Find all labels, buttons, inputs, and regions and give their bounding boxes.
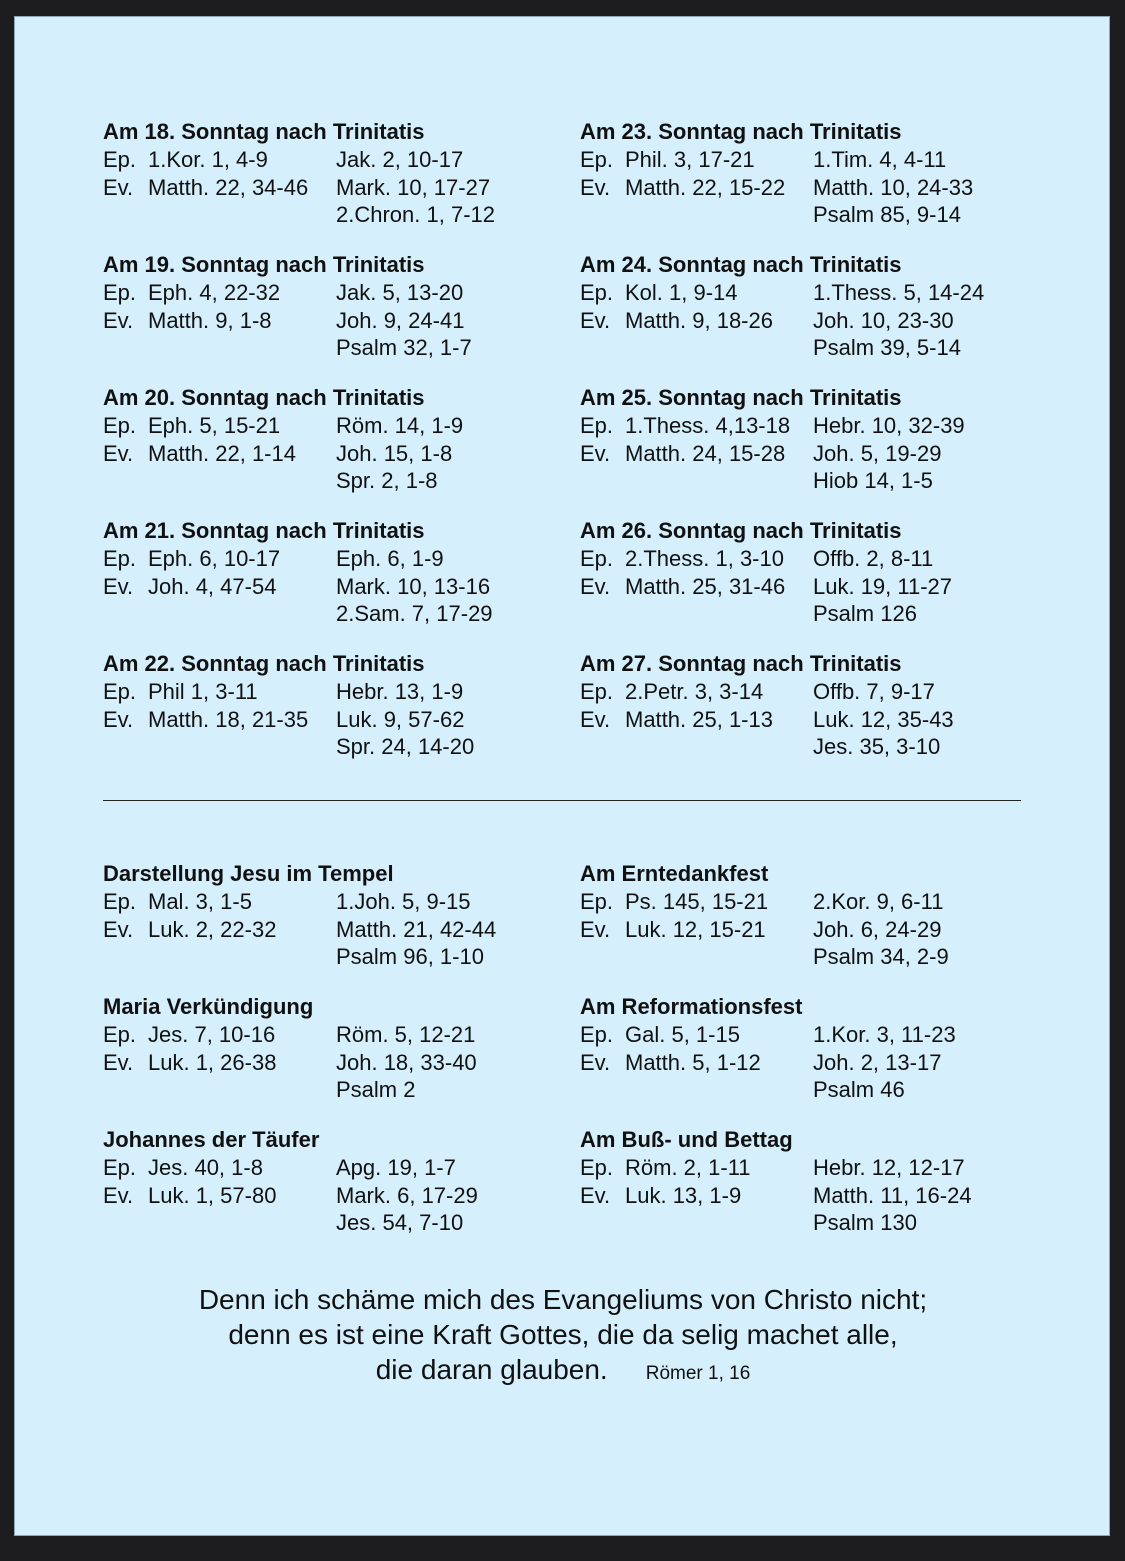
- extra-row: [103, 334, 583, 362]
- extra-reference: Psalm 96, 1-10: [336, 944, 484, 970]
- extra-reference: Psalm 34, 2-9: [813, 944, 949, 970]
- section-title: Am 22. Sonntag nach Trinitatis: [103, 651, 425, 676]
- extra-row: [103, 733, 583, 761]
- ev-label: Ev.: [103, 1049, 134, 1075]
- extra-reference: Hiob 14, 1-5: [813, 468, 933, 494]
- section-title: Am Erntedankfest: [580, 861, 769, 886]
- ev-label: Ev.: [580, 573, 611, 599]
- ep-reference: 2.Petr. 3, 3-14: [625, 678, 764, 704]
- gospel-row: [103, 916, 583, 944]
- extra-reference: Spr. 24, 14-20: [336, 734, 475, 760]
- ep-reference: Jes. 7, 10-16: [148, 1021, 276, 1047]
- reading-section: [580, 860, 1060, 971]
- section-title: Am 21. Sonntag nach Trinitatis: [103, 518, 425, 543]
- ep-reference: Eph. 4, 22-32: [148, 279, 281, 305]
- ep-reference: Phil. 3, 17-21: [625, 146, 755, 172]
- ep-alternate-reference: Röm. 5, 12-21: [336, 1021, 476, 1047]
- extra-reference: Psalm 32, 1-7: [336, 335, 472, 361]
- ep-alternate-reference: 1.Thess. 5, 14-24: [813, 279, 985, 305]
- ep-alternate-reference: Eph. 6, 1-9: [336, 545, 444, 571]
- ep-label: Ep.: [580, 279, 614, 305]
- section-title: Am 27. Sonntag nach Trinitatis: [580, 651, 902, 676]
- section-title: Darstellung Jesu im Tempel: [103, 861, 394, 886]
- section-title: Am Reformationsfest: [580, 994, 803, 1019]
- epistle-row: [580, 412, 1060, 440]
- section-title: Am 18. Sonntag nach Trinitatis: [103, 119, 425, 144]
- ev-label: Ev.: [103, 174, 134, 200]
- extra-row: [103, 201, 583, 229]
- gospel-row: [580, 440, 1060, 468]
- section-divider: [103, 800, 1021, 801]
- ev-reference: Matth. 9, 1-8: [148, 307, 272, 333]
- extra-row: [580, 1209, 1060, 1237]
- reading-section: [580, 251, 1060, 362]
- ep-alternate-reference: Offb. 7, 9-17: [813, 678, 935, 704]
- gospel-row: [580, 916, 1060, 944]
- reading-section: [580, 1126, 1060, 1237]
- epistle-row: [103, 1154, 583, 1182]
- ep-label: Ep.: [580, 1021, 614, 1047]
- ev-label: Ev.: [103, 1182, 134, 1208]
- reading-section: [580, 118, 1060, 229]
- ev-reference: Matth. 22, 34-46: [148, 174, 309, 200]
- epistle-row: [580, 1154, 1060, 1182]
- extra-reference: 2.Chron. 1, 7-12: [336, 202, 495, 228]
- section-title: Am 19. Sonntag nach Trinitatis: [103, 252, 425, 277]
- extra-reference: Psalm 85, 9-14: [813, 202, 961, 228]
- extra-reference: 2.Sam. 7, 17-29: [336, 601, 493, 627]
- epistle-row: [103, 545, 583, 573]
- ep-reference: Kol. 1, 9-14: [625, 279, 738, 305]
- ep-label: Ep.: [103, 678, 137, 704]
- ep-reference: Jes. 40, 1-8: [148, 1154, 263, 1180]
- epistle-row: [580, 888, 1060, 916]
- ep-reference: Eph. 5, 15-21: [148, 412, 281, 438]
- extra-row: [103, 1209, 583, 1237]
- ev-reference: Matth. 9, 18-26: [625, 307, 773, 333]
- ep-label: Ep.: [103, 279, 137, 305]
- section-title: Am 26. Sonntag nach Trinitatis: [580, 518, 902, 543]
- extra-row: [580, 943, 1060, 971]
- ev-reference: Luk. 1, 57-80: [148, 1182, 277, 1208]
- ev-label: Ev.: [580, 916, 611, 942]
- ev-alternate-reference: Luk. 9, 57-62: [336, 706, 465, 732]
- ep-alternate-reference: Röm. 14, 1-9: [336, 412, 464, 438]
- extra-row: [580, 733, 1060, 761]
- ep-reference: 2.Thess. 1, 3-10: [625, 545, 784, 571]
- reading-section: [580, 384, 1060, 495]
- ev-label: Ev.: [103, 440, 134, 466]
- extra-row: [103, 467, 583, 495]
- ep-alternate-reference: Offb. 2, 8-11: [813, 545, 934, 571]
- ep-alternate-reference: 1.Joh. 5, 9-15: [336, 888, 471, 914]
- reading-section: [580, 517, 1060, 628]
- ep-reference: 1.Thess. 4,13-18: [625, 412, 791, 438]
- bible-verse: [15, 1282, 1111, 1391]
- ev-label: Ev.: [103, 706, 134, 732]
- extra-row: [580, 600, 1060, 628]
- ev-alternate-reference: Joh. 9, 24-41: [336, 307, 465, 333]
- extra-reference: Psalm 2: [336, 1077, 416, 1103]
- epistle-row: [103, 1021, 583, 1049]
- gospel-row: [103, 174, 583, 202]
- section-title: Am 24. Sonntag nach Trinitatis: [580, 252, 902, 277]
- gospel-row: [103, 573, 583, 601]
- reading-section: [103, 860, 583, 971]
- section-title: Johannes der Täufer: [103, 1127, 320, 1152]
- ep-reference: Eph. 6, 10-17: [148, 545, 281, 571]
- ev-alternate-reference: Joh. 15, 1-8: [336, 440, 453, 466]
- reading-section: [103, 650, 583, 761]
- ep-alternate-reference: 1.Kor. 3, 11-23: [813, 1021, 956, 1047]
- ep-label: Ep.: [580, 412, 614, 438]
- ev-label: Ev.: [103, 307, 134, 333]
- epistle-row: [580, 545, 1060, 573]
- epistle-row: [103, 678, 583, 706]
- ev-reference: Joh. 4, 47-54: [148, 573, 277, 599]
- epistle-row: [580, 146, 1060, 174]
- readings-page: [14, 16, 1110, 1536]
- reading-section: [103, 517, 583, 628]
- ep-reference: Ps. 145, 15-21: [625, 888, 769, 914]
- extra-reference: Psalm 39, 5-14: [813, 335, 961, 361]
- ep-label: Ep.: [580, 1154, 614, 1180]
- verse-reference: Römer 1, 16: [645, 1363, 751, 1384]
- ev-label: Ev.: [580, 440, 611, 466]
- ev-reference: Matth. 22, 1-14: [148, 440, 296, 466]
- reading-section: [103, 384, 583, 495]
- epistle-row: [580, 678, 1060, 706]
- ev-label: Ev.: [580, 307, 611, 333]
- ev-label: Ev.: [580, 1049, 611, 1075]
- ev-alternate-reference: Matth. 10, 24-33: [813, 174, 974, 200]
- gospel-row: [580, 1182, 1060, 1210]
- ev-alternate-reference: Mark. 6, 17-29: [336, 1182, 478, 1208]
- ev-label: Ev.: [580, 174, 611, 200]
- verse-line-1: Denn ich schäme mich des Evangeliums von Christo nicht;: [198, 1284, 928, 1315]
- ev-reference: Matth. 18, 21-35: [148, 706, 309, 732]
- ev-alternate-reference: Luk. 12, 35-43: [813, 706, 954, 732]
- gospel-row: [580, 174, 1060, 202]
- ev-reference: Luk. 1, 26-38: [148, 1049, 277, 1075]
- ev-alternate-reference: Joh. 5, 19-29: [813, 440, 942, 466]
- ep-alternate-reference: Hebr. 13, 1-9: [336, 678, 464, 704]
- ev-alternate-reference: Matth. 11, 16-24: [813, 1182, 972, 1208]
- ev-label: Ev.: [580, 1182, 611, 1208]
- reading-section: [103, 993, 583, 1104]
- ep-reference: Röm. 2, 1-11: [625, 1154, 751, 1180]
- ev-alternate-reference: Mark. 10, 17-27: [336, 174, 491, 200]
- ep-reference: 1.Kor. 1, 4-9: [148, 146, 268, 172]
- extra-row: [580, 467, 1060, 495]
- extra-reference: Jes. 54, 7-10: [336, 1210, 464, 1236]
- ep-label: Ep.: [103, 888, 137, 914]
- ep-label: Ep.: [580, 888, 614, 914]
- extra-row: [103, 1076, 583, 1104]
- ev-reference: Matth. 22, 15-22: [625, 174, 786, 200]
- ep-alternate-reference: 2.Kor. 9, 6-11: [813, 888, 944, 914]
- section-title: Am Buß- und Bettag: [580, 1127, 793, 1152]
- gospel-row: [580, 1049, 1060, 1077]
- verse-line-3: die daran glauben.: [375, 1354, 608, 1385]
- ep-reference: Gal. 5, 1-15: [625, 1021, 740, 1047]
- ev-reference: Luk. 13, 1-9: [625, 1182, 742, 1208]
- gospel-row: [103, 1049, 583, 1077]
- section-title: Am 20. Sonntag nach Trinitatis: [103, 385, 425, 410]
- ep-label: Ep.: [580, 545, 614, 571]
- ev-label: Ev.: [580, 706, 611, 732]
- ev-alternate-reference: Luk. 19, 11-27: [813, 573, 953, 599]
- section-title: Am 25. Sonntag nach Trinitatis: [580, 385, 902, 410]
- ev-reference: Matth. 24, 15-28: [625, 440, 786, 466]
- reading-section: [103, 251, 583, 362]
- ep-alternate-reference: Jak. 5, 13-20: [336, 279, 464, 305]
- ep-reference: Mal. 3, 1-5: [148, 888, 252, 914]
- gospel-row: [103, 307, 583, 335]
- ev-reference: Luk. 2, 22-32: [148, 916, 277, 942]
- ev-reference: Matth. 25, 1-13: [625, 706, 773, 732]
- ep-label: Ep.: [103, 146, 137, 172]
- ev-label: Ev.: [103, 573, 134, 599]
- gospel-row: [103, 706, 583, 734]
- ev-reference: Matth. 5, 1-12: [625, 1049, 761, 1075]
- ev-alternate-reference: Joh. 6, 24-29: [813, 916, 942, 942]
- extra-reference: Psalm 130: [813, 1210, 917, 1236]
- reading-section: [580, 650, 1060, 761]
- epistle-row: [580, 279, 1060, 307]
- extra-row: [580, 1076, 1060, 1104]
- ep-label: Ep.: [580, 678, 614, 704]
- gospel-row: [103, 440, 583, 468]
- epistle-row: [580, 1021, 1060, 1049]
- ev-alternate-reference: Joh. 2, 13-17: [813, 1049, 942, 1075]
- gospel-row: [580, 706, 1060, 734]
- extra-reference: Jes. 35, 3-10: [813, 734, 941, 760]
- ep-alternate-reference: 1.Tim. 4, 4-11: [813, 146, 947, 172]
- ep-alternate-reference: Jak. 2, 10-17: [336, 146, 464, 172]
- extra-row: [580, 201, 1060, 229]
- gospel-row: [103, 1182, 583, 1210]
- ep-label: Ep.: [103, 412, 137, 438]
- section-title: Maria Verkündigung: [103, 994, 314, 1019]
- epistle-row: [103, 412, 583, 440]
- ev-reference: Matth. 25, 31-46: [625, 573, 786, 599]
- ep-label: Ep.: [103, 1021, 137, 1047]
- ep-label: Ep.: [103, 1154, 137, 1180]
- verse-line-2: denn es ist eine Kraft Gottes, die da selig machet alle,: [228, 1319, 898, 1350]
- extra-reference: Psalm 46: [813, 1077, 905, 1103]
- ep-alternate-reference: Hebr. 10, 32-39: [813, 412, 965, 438]
- ep-label: Ep.: [580, 146, 614, 172]
- ev-alternate-reference: Mark. 10, 13-16: [336, 573, 491, 599]
- reading-section: [580, 993, 1060, 1104]
- gospel-row: [580, 573, 1060, 601]
- section-title: Am 23. Sonntag nach Trinitatis: [580, 119, 902, 144]
- extra-row: [103, 600, 583, 628]
- ep-alternate-reference: Hebr. 12, 12-17: [813, 1154, 965, 1180]
- reading-section: [103, 118, 583, 229]
- reading-section: [103, 1126, 583, 1237]
- ep-reference: Phil 1, 3-11: [148, 678, 258, 704]
- ev-alternate-reference: Joh. 18, 33-40: [336, 1049, 477, 1075]
- epistle-row: [103, 146, 583, 174]
- ev-label: Ev.: [103, 916, 134, 942]
- ev-alternate-reference: Joh. 10, 23-30: [813, 307, 954, 333]
- extra-row: [103, 943, 583, 971]
- ep-alternate-reference: Apg. 19, 1-7: [336, 1154, 456, 1180]
- extra-reference: Spr. 2, 1-8: [336, 468, 438, 494]
- epistle-row: [103, 888, 583, 916]
- ev-reference: Luk. 12, 15-21: [625, 916, 766, 942]
- extra-reference: Psalm 126: [813, 601, 917, 627]
- gospel-row: [580, 307, 1060, 335]
- epistle-row: [103, 279, 583, 307]
- extra-row: [580, 334, 1060, 362]
- ev-alternate-reference: Matth. 21, 42-44: [336, 916, 497, 942]
- ep-label: Ep.: [103, 545, 137, 571]
